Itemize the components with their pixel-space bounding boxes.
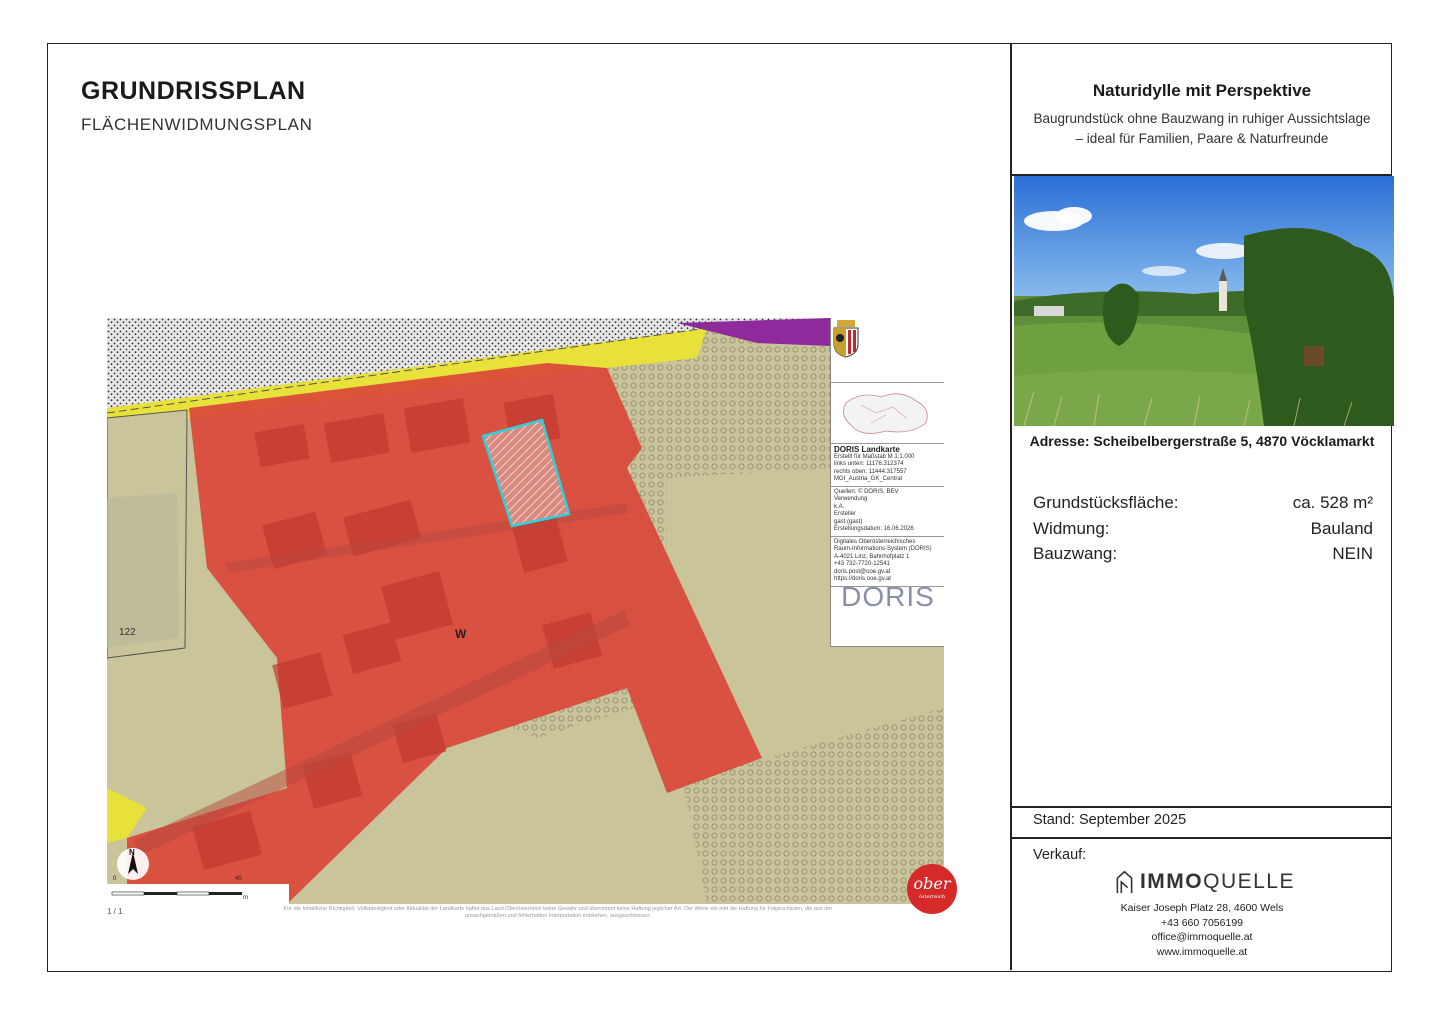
stand-date: Stand: September 2025 bbox=[1033, 812, 1187, 828]
map-legend bbox=[830, 318, 944, 647]
fact-area bbox=[1033, 490, 1373, 516]
document-subtitle: FLÄCHENWIDMUNGSPLAN bbox=[81, 115, 313, 134]
immoquelle-logo bbox=[1115, 862, 1295, 902]
coat-of-arms-icon bbox=[831, 318, 944, 382]
fact-value: ca. 528 m² bbox=[1292, 493, 1373, 512]
legend-coords-1: links unten: 11176.312374 bbox=[834, 461, 904, 467]
scale-label-left: 0 bbox=[113, 876, 117, 882]
zone-label: W bbox=[455, 627, 467, 641]
fact-build-obligation bbox=[1033, 541, 1373, 567]
fact-value: Bauland bbox=[1310, 518, 1373, 538]
legend-usage: Verwendung bbox=[834, 496, 868, 502]
north-arrow-icon: N bbox=[129, 848, 135, 857]
document-title: GRUNDRISSPLAN bbox=[81, 77, 306, 105]
scale-label-right: 40 bbox=[235, 876, 242, 882]
listing-subline-2: – ideal für Familien, Paare & Naturfreunde bbox=[1075, 131, 1329, 146]
page-number: 1 / 1 bbox=[107, 907, 123, 916]
ober-logo-sub: österreich bbox=[919, 894, 945, 900]
document-sheet bbox=[47, 43, 1392, 972]
overview-map-icon bbox=[831, 382, 944, 443]
legend-email: doris.post@ooe.gv.at bbox=[834, 568, 891, 575]
brand-name-light: QUELLE bbox=[1203, 870, 1295, 893]
house-logo-icon bbox=[1115, 867, 1134, 897]
listing-headline: Naturidylle mit Perspektive bbox=[1092, 81, 1312, 100]
contact-email[interactable]: office@immoquelle.at bbox=[1151, 931, 1253, 943]
landscape-photo bbox=[1014, 176, 1394, 426]
verkauf-label: Verkauf: bbox=[1033, 847, 1087, 863]
legend-creator: Ersteller bbox=[834, 511, 857, 517]
parcel-label: 122 bbox=[119, 627, 136, 638]
contact-address: Kaiser Joseph Platz 28, 4600 Wels bbox=[1120, 902, 1284, 914]
divider-verkauf bbox=[1011, 837, 1391, 839]
ober-oesterreich-logo bbox=[907, 864, 957, 914]
listing-subline-1: Baugrundstück ohne Bauzwang in ruhiger Aussichtslage bbox=[1033, 111, 1371, 126]
brand-name-bold: IMMO bbox=[1139, 870, 1204, 893]
contact-phone[interactable]: +43 660 7056199 bbox=[1160, 916, 1244, 929]
brand-name bbox=[1140, 870, 1295, 894]
legend-org-2: Raum-Informations-System (DORIS) bbox=[834, 546, 932, 552]
zoning-map bbox=[107, 318, 944, 904]
legend-crs: MGI_Austria_GK_Central bbox=[834, 476, 903, 482]
doris-logo: DORIS bbox=[841, 580, 935, 612]
scale-unit: m bbox=[243, 895, 248, 901]
property-address: Adresse: Scheibelbergerstraße 5, 4870 Vöcklamarkt bbox=[1029, 433, 1375, 449]
listing-subline bbox=[1011, 109, 1393, 149]
legend-source: Quellen: © DORIS, BEV bbox=[834, 488, 899, 495]
divider-stand bbox=[1011, 806, 1391, 808]
legend-coords-2: rechts oben: 11444.317557 bbox=[834, 468, 907, 475]
map-disclaimer: Für die Inhaltliche Richtigkeit, Vollständigkeit oder Aktualität der Landkarte haftet das Land Oberösterreich keine Gewähr und übernimmt keine Haftung jeglicher Art. Der Werte ein lebt die Haftung für Folgeschäden, die aus der unsachgemäßen und fehlerhaften Interpretation entstehen, ausgeschlossen. bbox=[283, 906, 833, 919]
contact-block bbox=[1011, 901, 1393, 959]
fact-label: Bauzwang: bbox=[1033, 544, 1118, 563]
legend-address: A-4021 Linz, Bahnhofplatz 1 bbox=[834, 553, 910, 560]
legend-phone: +43 732-7720-12541 bbox=[834, 561, 890, 567]
ober-logo-text: ober bbox=[913, 874, 951, 893]
legend-date: Erstellungsdatum: 16.06.2026 bbox=[834, 526, 914, 532]
zoning-map-graphic bbox=[107, 318, 944, 904]
column-divider bbox=[1010, 44, 1012, 970]
legend-org-1: Digitales Oberösterreichisches bbox=[834, 538, 916, 545]
legend-title: DORIS Landkarte bbox=[834, 445, 900, 454]
fact-label: Grundstücksfläche: bbox=[1033, 493, 1179, 512]
legend-usage-value: k.A. bbox=[834, 503, 845, 510]
fact-zoning bbox=[1033, 516, 1373, 542]
fact-value: NEIN bbox=[1332, 544, 1373, 563]
legend-web: https://doris.ooe.gv.at bbox=[834, 576, 891, 582]
legend-scale: Erstellt für Maßstab M 1:1.000 bbox=[834, 453, 915, 460]
contact-website[interactable]: www.immoquelle.at bbox=[1156, 945, 1248, 958]
fact-label: Widmung: bbox=[1033, 518, 1110, 538]
legend-creator-value: gast (gast) bbox=[834, 518, 863, 525]
property-facts bbox=[1033, 490, 1373, 567]
